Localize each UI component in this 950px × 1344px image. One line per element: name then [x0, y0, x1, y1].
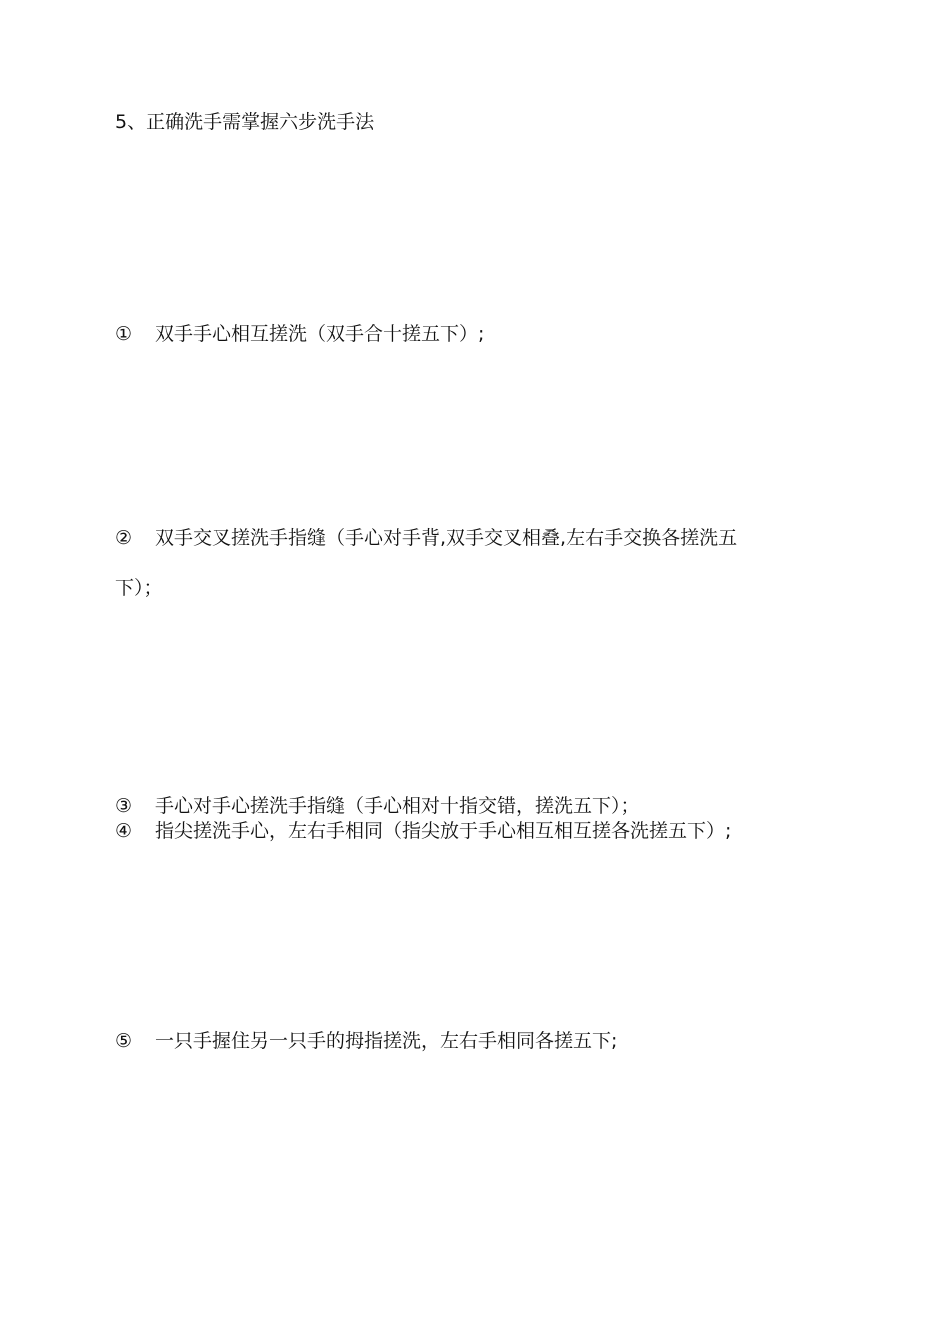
step-2-text: 双手交叉搓洗手指缝（手心对手背,双手交叉相叠,左右手交换各搓洗五	[155, 527, 738, 549]
step-3-text: 手心对手心搓洗手指缝（手心相对十指交错，搓洗五下）；	[155, 795, 640, 817]
step-4-marker: ④	[115, 820, 133, 842]
step-5-marker: ⑤	[115, 1030, 133, 1052]
step-5-text: 一只手握住另一只手的拇指搓洗，左右手相同各搓五下;	[155, 1030, 618, 1052]
step-1-marker: ①	[115, 323, 133, 345]
step-2-continuation: 下）；	[115, 577, 163, 599]
step-4	[115, 819, 731, 843]
step-5	[115, 1029, 617, 1053]
step-3-marker: ③	[115, 795, 133, 817]
step-1-text: 双手手心相互搓洗（双手合十搓五下）;	[155, 323, 485, 345]
step-4-text: 指尖搓洗手心，左右手相同（指尖放于手心相互相互搓各洗搓五下）;	[155, 820, 732, 842]
step-1	[115, 322, 484, 346]
step-2	[115, 526, 737, 550]
step-3	[115, 794, 640, 818]
step-2-marker: ②	[115, 527, 133, 549]
document-title: 5、正确洗手需掌握六步洗手法	[115, 111, 375, 133]
